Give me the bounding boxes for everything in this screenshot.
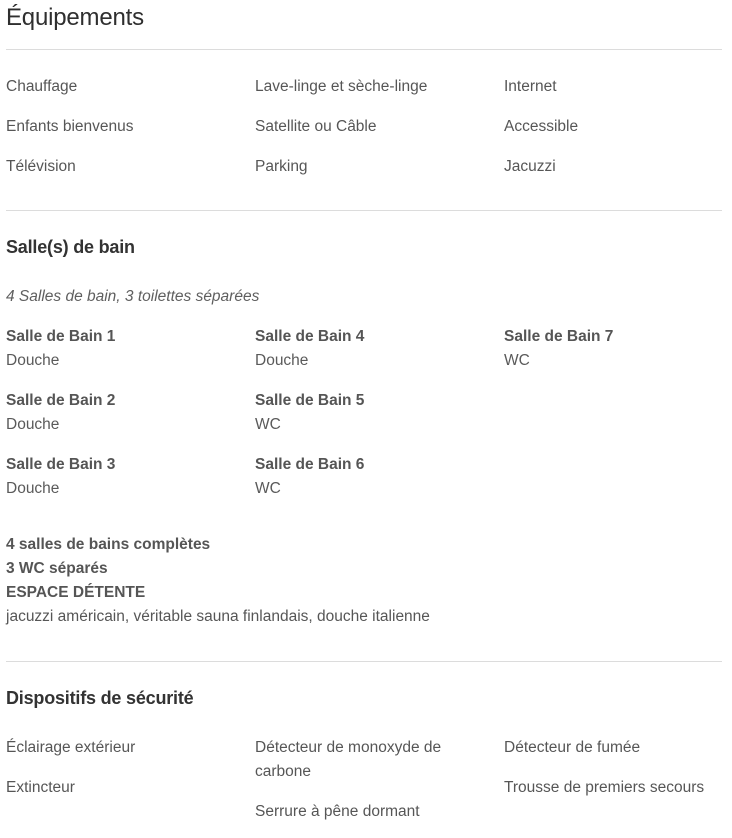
amenities-top-divider (6, 49, 722, 50)
bathroom-name: Salle de Bain 5 (255, 392, 365, 409)
bathroom-type: WC (255, 480, 281, 497)
amenity-item: Satellite ou Câble (255, 118, 377, 135)
relax-space-title: ESPACE DÉTENTE (6, 584, 146, 601)
amenity-item: Chauffage (6, 78, 78, 95)
safety-item: Détecteur de fumée (504, 739, 641, 756)
bathrooms-summary: 4 Salles de bain, 3 toilettes séparées (6, 288, 260, 305)
relax-space-description: jacuzzi américain, véritable sauna finlandais, douche italienne (6, 608, 430, 625)
bathroom-type: Douche (6, 416, 60, 433)
safety-title: Dispositifs de sécurité (6, 688, 194, 708)
bathroom-type: WC (255, 416, 281, 433)
safety-item: Extincteur (6, 779, 75, 796)
bathroom-name: Salle de Bain 6 (255, 456, 365, 473)
bathroom-type: Douche (6, 480, 60, 497)
full-baths-note: 4 salles de bains complètes (6, 536, 211, 553)
bathroom-name: Salle de Bain 1 (6, 328, 116, 345)
amenity-item: Accessible (504, 118, 579, 135)
bathroom-item (255, 325, 495, 373)
amenity-item: Parking (255, 158, 308, 175)
bathroom-name: Salle de Bain 4 (255, 328, 365, 345)
bathrooms-title: Salle(s) de bain (6, 237, 135, 257)
bathroom-type: Douche (255, 352, 309, 369)
safety-item: Éclairage extérieur (6, 739, 136, 756)
amenity-item: Internet (504, 78, 557, 95)
amenity-item: Lave-linge et sèche-linge (255, 78, 428, 95)
safety-item: Détecteur de monoxyde de carbone (255, 739, 442, 780)
bathroom-item (255, 389, 495, 437)
safety-item: Serrure à pêne dormant (255, 803, 420, 820)
bathroom-item (6, 389, 246, 437)
bathrooms-bottom-divider (6, 661, 722, 662)
bathroom-type: WC (504, 352, 530, 369)
bathroom-item (255, 453, 495, 501)
separate-wc-note: 3 WC séparés (6, 560, 108, 577)
amenities-bottom-divider (6, 210, 722, 211)
bathroom-name: Salle de Bain 3 (6, 456, 116, 473)
bathroom-name: Salle de Bain 7 (504, 328, 614, 345)
bathroom-item (504, 325, 722, 373)
bathroom-item (6, 325, 246, 373)
amenity-item: Enfants bienvenus (6, 118, 134, 135)
amenities-title: Équipements (6, 4, 144, 31)
safety-item: Trousse de premiers secours (504, 779, 705, 796)
amenity-item: Jacuzzi (504, 158, 556, 175)
bathroom-name: Salle de Bain 2 (6, 392, 116, 409)
bathroom-item (6, 453, 246, 501)
bathroom-type: Douche (6, 352, 60, 369)
amenity-item: Télévision (6, 158, 76, 175)
